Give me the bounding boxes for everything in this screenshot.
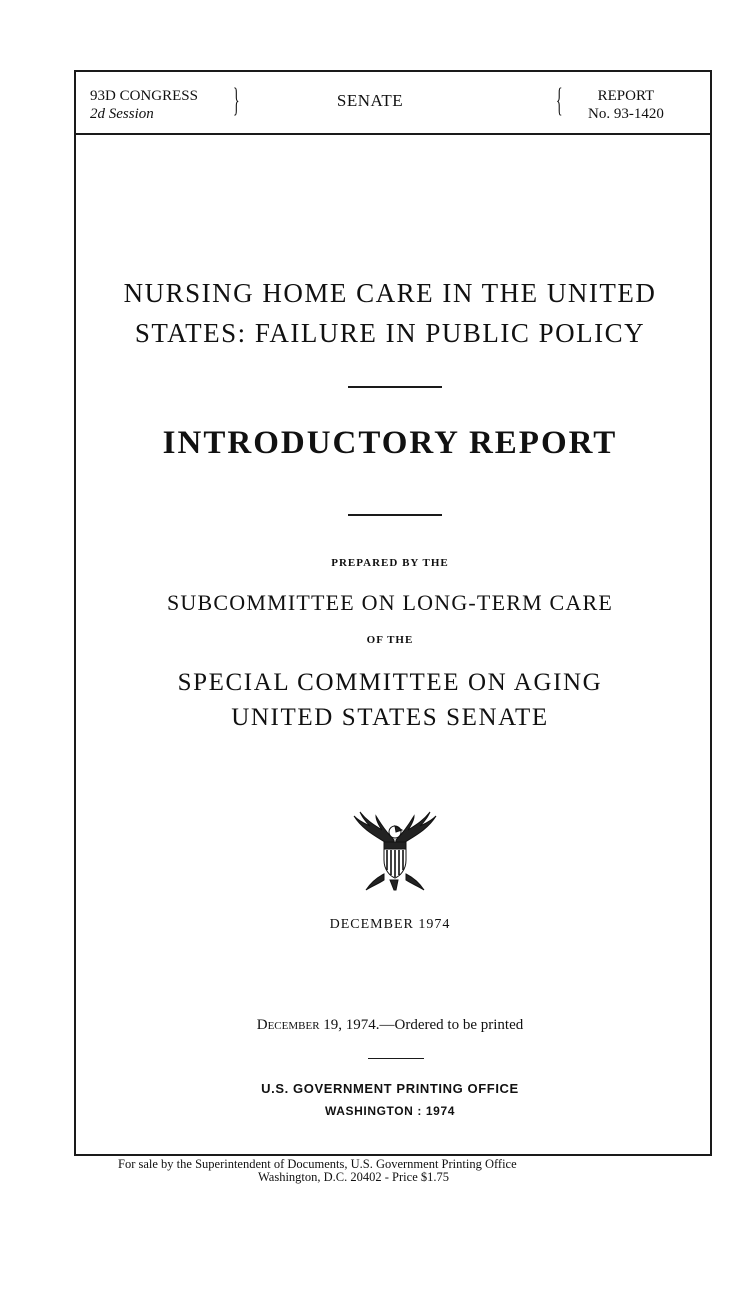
- ordered-date-rest: 19, 1974.—Ordered to be printed: [319, 1017, 524, 1033]
- sale-notice-line-1: For sale by the Superintendent of Documents, U.S. Government Printing Office: [118, 1157, 517, 1171]
- senate-name: UNITED STATES SENATE: [231, 704, 549, 731]
- left-brace-icon: {: [556, 82, 563, 119]
- divider-rule: [368, 1058, 424, 1059]
- divider-rule: [348, 386, 442, 388]
- sale-notice-line-2: Washington, D.C. 20402 - Price $1.75: [258, 1170, 449, 1184]
- chamber-label: SENATE: [336, 91, 404, 110]
- prepared-by-label: PREPARED BY THE: [331, 557, 449, 569]
- ordered-printed-line: [100, 1017, 680, 1034]
- congress-label: 93D CONGRESS: [90, 88, 198, 104]
- printer-city-year: WASHINGTON : 1974: [324, 1104, 455, 1118]
- title-line-1: NURSING HOME CARE IN THE UNITED: [123, 278, 657, 308]
- sale-notice: [118, 1158, 517, 1184]
- report-number: No. 93-1420: [588, 106, 664, 122]
- report-subtitle: INTRODUCTORY REPORT: [162, 425, 618, 461]
- divider-rule: [348, 514, 442, 516]
- title-line-2: STATES: FAILURE IN PUBLIC POLICY: [134, 318, 646, 348]
- of-the-label: OF THE: [366, 634, 414, 646]
- publication-date: DECEMBER 1974: [329, 917, 451, 932]
- committee-name: SPECIAL COMMITTEE ON AGING: [177, 669, 603, 696]
- report-label: REPORT: [597, 88, 655, 104]
- eagle-seal-icon: [350, 808, 440, 894]
- right-brace-icon: }: [233, 82, 240, 119]
- header-rule: [76, 133, 710, 135]
- ordered-date-month: December: [256, 1017, 320, 1033]
- session-label: 2d Session: [90, 106, 154, 122]
- report-number-block: [588, 87, 664, 123]
- subcommittee-name: SUBCOMMITTEE ON LONG-TERM CARE: [166, 590, 614, 615]
- congress-session-block: [90, 87, 198, 123]
- printer-office: U.S. GOVERNMENT PRINTING OFFICE: [261, 1081, 519, 1096]
